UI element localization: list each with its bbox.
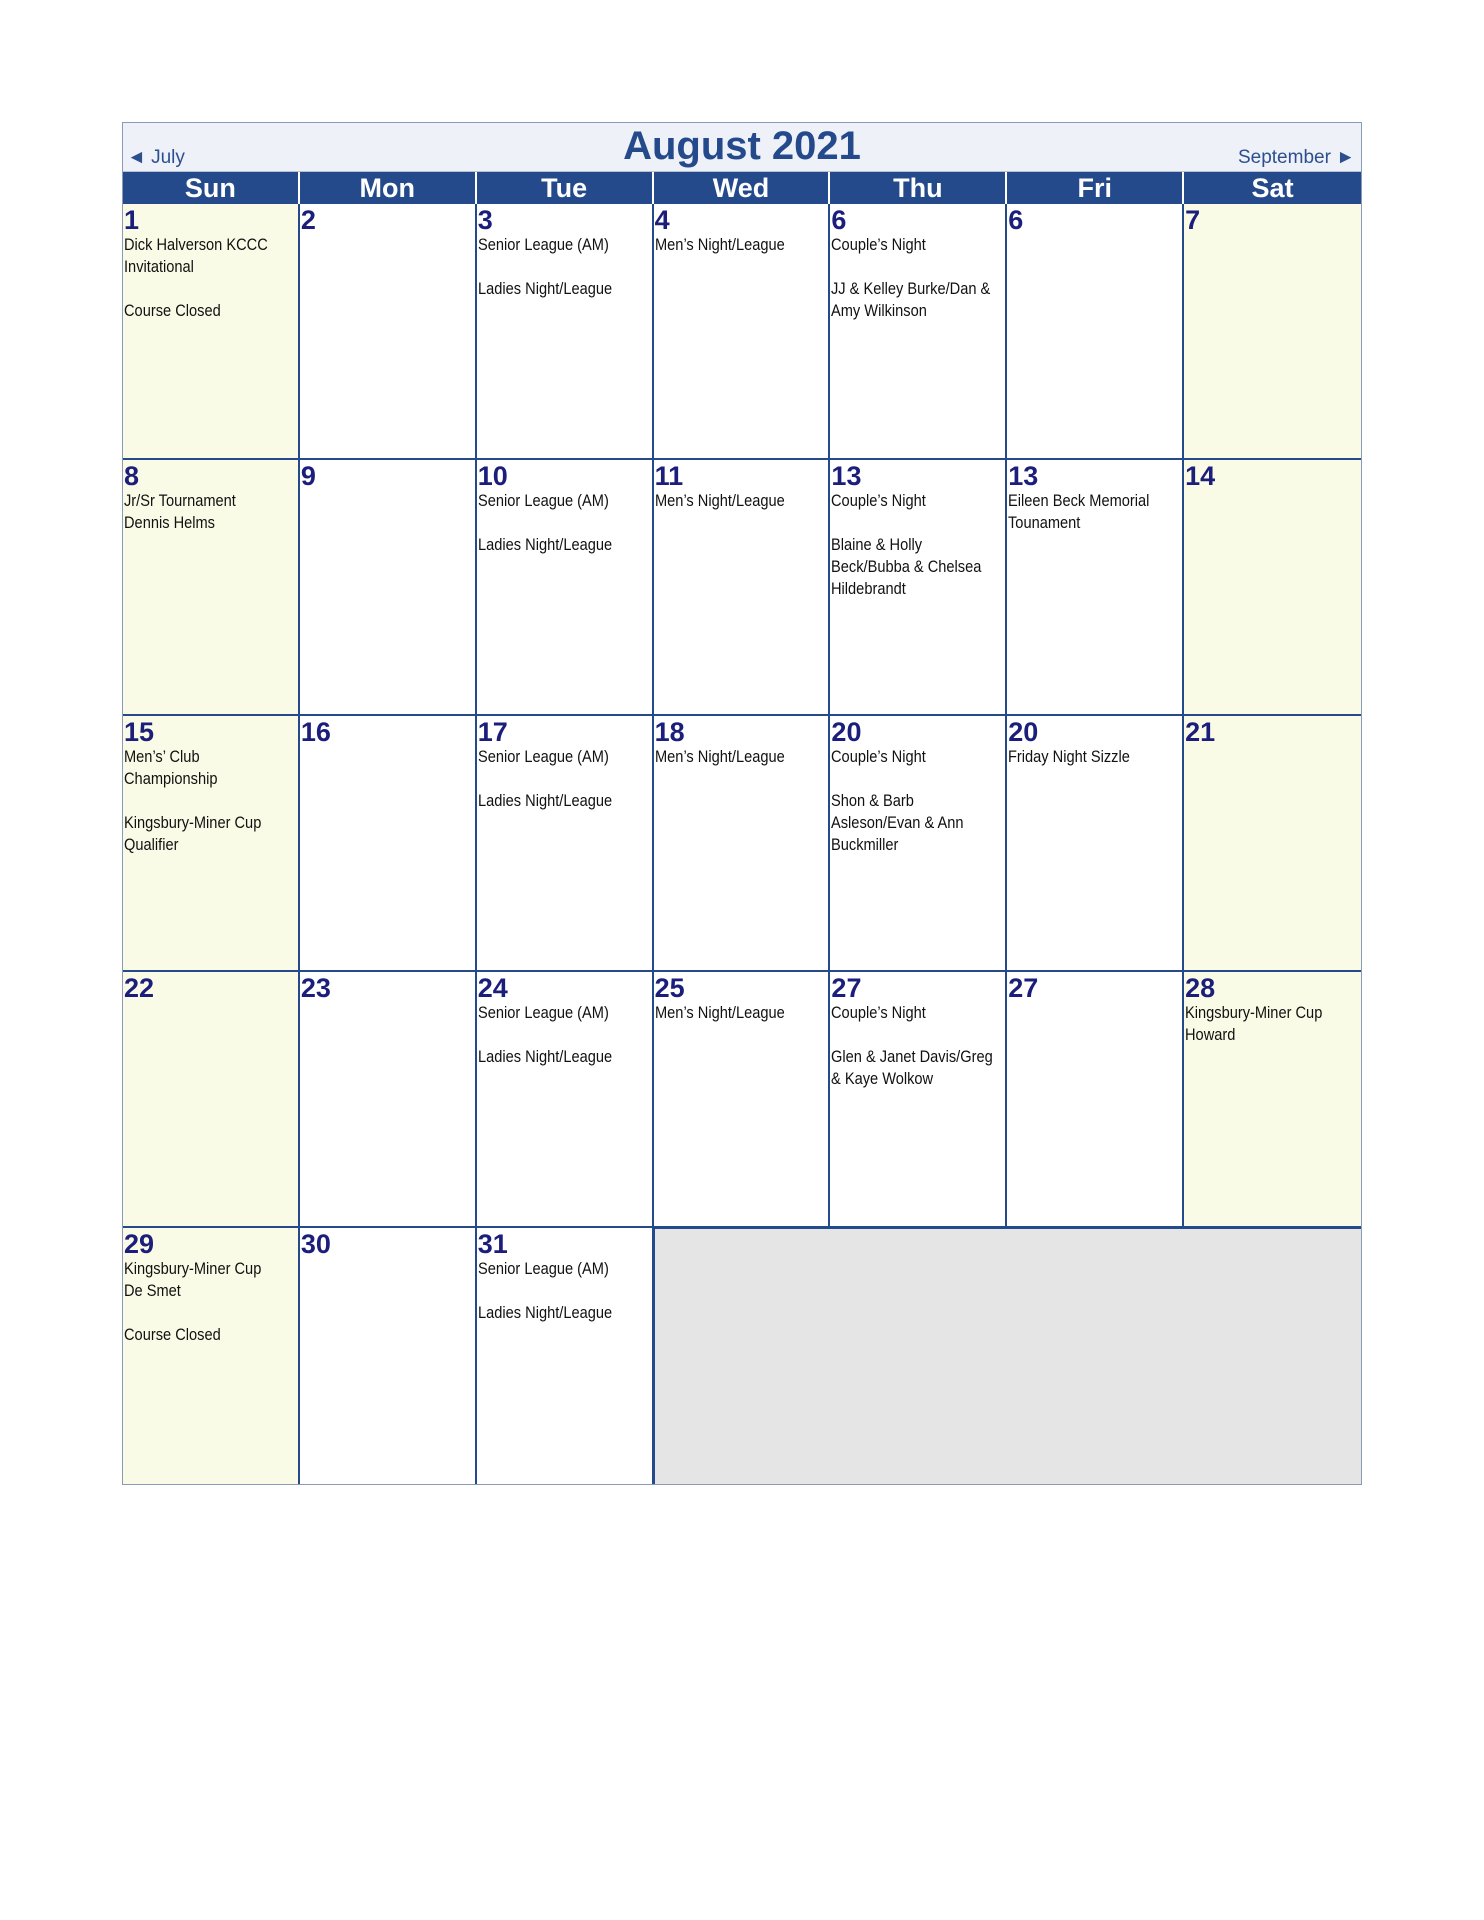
day-cell[interactable] — [1007, 460, 1184, 716]
event-item: De Smet — [124, 1281, 181, 1300]
weekday-mon: Mon — [300, 172, 477, 204]
day-number: 20 — [1008, 717, 1039, 747]
day-cell[interactable] — [1007, 972, 1184, 1228]
day-number: 6 — [831, 205, 847, 235]
day-cell[interactable] — [477, 716, 654, 972]
event-list — [1008, 490, 1180, 534]
day-number: 14 — [1185, 461, 1216, 491]
event-list — [478, 746, 650, 812]
day-grid — [123, 204, 1361, 1484]
day-number: 30 — [300, 1229, 331, 1259]
day-cell[interactable] — [654, 716, 831, 972]
day-cell[interactable] — [1184, 972, 1361, 1228]
day-number: 13 — [831, 461, 862, 491]
weekday-sun: Sun — [123, 172, 300, 204]
day-number: 13 — [1008, 461, 1039, 491]
event-item: Ladies Night/League — [477, 791, 612, 810]
event-list — [831, 746, 1003, 856]
event-item: Ladies Night/League — [477, 1047, 612, 1066]
day-cell[interactable] — [1007, 204, 1184, 460]
day-number: 21 — [1185, 717, 1216, 747]
day-cell[interactable] — [830, 460, 1007, 716]
month-title: August 2021 — [623, 124, 861, 168]
day-number: 24 — [477, 973, 508, 1003]
event-item: Senior League (AM) — [477, 1003, 609, 1022]
event-item: Kingsbury-Miner Cup — [124, 1259, 262, 1278]
day-number: 31 — [477, 1229, 508, 1259]
event-item: Men’s Night/League — [654, 1003, 785, 1022]
day-number: 16 — [300, 717, 331, 747]
calendar-header — [123, 123, 1361, 172]
event-item: Senior League (AM) — [477, 747, 609, 766]
event-spacer — [124, 790, 296, 812]
event-list — [124, 234, 296, 322]
day-number: 25 — [654, 973, 685, 1003]
day-cell[interactable] — [830, 972, 1007, 1228]
event-list — [1185, 1002, 1359, 1046]
event-item: Men’s Night/League — [654, 235, 785, 254]
event-item: JJ & Kelley Burke/Dan & Amy Wilkinson — [831, 279, 991, 320]
prev-month-link[interactable]: ◄ July — [127, 147, 185, 168]
day-cell[interactable] — [300, 460, 477, 716]
day-number: 27 — [831, 973, 862, 1003]
day-number: 1 — [124, 205, 140, 235]
event-spacer — [124, 278, 296, 300]
event-item: Friday Night Sizzle — [1008, 747, 1131, 766]
event-item: Couple’s Night — [831, 491, 927, 510]
event-item: Glen & Janet Davis/Greg & Kaye Wolkow — [831, 1047, 994, 1088]
event-list — [124, 490, 296, 534]
event-list — [478, 490, 650, 556]
event-item: Senior League (AM) — [477, 235, 609, 254]
day-number: 20 — [831, 717, 862, 747]
day-cell[interactable] — [830, 204, 1007, 460]
day-number: 15 — [124, 717, 155, 747]
weekday-thu: Thu — [830, 172, 1007, 204]
event-spacer — [831, 512, 1003, 534]
event-list — [124, 746, 296, 856]
event-item: Men’s’ Club Championship — [124, 747, 218, 788]
day-number: 6 — [1008, 205, 1024, 235]
day-cell[interactable] — [123, 972, 300, 1228]
day-cell[interactable] — [654, 460, 831, 716]
event-list — [478, 234, 650, 300]
day-cell[interactable] — [300, 972, 477, 1228]
event-list — [655, 490, 827, 512]
event-item: Dick Halverson KCCC Invitational — [124, 235, 268, 276]
day-cell[interactable] — [654, 204, 831, 460]
day-number: 22 — [124, 973, 155, 1003]
event-spacer — [831, 1024, 1003, 1046]
empty-days-area — [654, 1228, 1361, 1484]
event-item: Kingsbury-Miner Cup Qualifier — [124, 813, 262, 854]
weekday-tue: Tue — [477, 172, 654, 204]
event-item: Couple’s Night — [831, 747, 927, 766]
day-number: 23 — [300, 973, 331, 1003]
day-cell[interactable] — [300, 204, 477, 460]
event-item: Dennis Helms — [124, 513, 215, 532]
event-list — [831, 234, 1003, 322]
day-number: 3 — [477, 205, 493, 235]
event-list — [478, 1258, 650, 1324]
day-cell[interactable] — [123, 716, 300, 972]
event-spacer — [478, 256, 650, 278]
day-number: 17 — [477, 717, 508, 747]
day-cell[interactable] — [1184, 460, 1361, 716]
weekday-fri: Fri — [1007, 172, 1184, 204]
event-item: Senior League (AM) — [477, 491, 609, 510]
next-month-link[interactable]: September ► — [1237, 147, 1355, 168]
event-item: Blaine & Holly Beck/Bubba & Chelsea Hildebrandt — [831, 535, 982, 598]
event-list — [655, 234, 827, 256]
day-number: 18 — [654, 717, 685, 747]
day-number: 9 — [300, 461, 316, 491]
calendar — [122, 122, 1362, 1485]
day-number: 11 — [654, 461, 684, 491]
day-cell[interactable] — [123, 1228, 300, 1484]
event-spacer — [124, 1302, 296, 1324]
event-spacer — [478, 768, 650, 790]
day-cell[interactable] — [300, 716, 477, 972]
weekday-wed: Wed — [654, 172, 831, 204]
event-item: Shon & Barb Asleson/Evan & Ann Buckmiller — [831, 791, 964, 854]
day-cell[interactable] — [123, 460, 300, 716]
event-item: Ladies Night/League — [477, 535, 612, 554]
day-cell[interactable] — [1007, 716, 1184, 972]
event-item: Course Closed — [124, 1325, 221, 1344]
day-cell[interactable] — [1184, 204, 1361, 460]
event-item: Senior League (AM) — [477, 1259, 609, 1278]
event-list — [655, 746, 827, 768]
event-list — [831, 1002, 1003, 1090]
day-number: 7 — [1185, 205, 1201, 235]
event-spacer — [831, 256, 1003, 278]
weekday-header-row — [123, 172, 1361, 204]
day-number: 10 — [477, 461, 508, 491]
event-list — [831, 490, 1003, 600]
day-number: 4 — [654, 205, 670, 235]
day-cell[interactable] — [300, 1228, 477, 1484]
event-item: Eileen Beck Memorial Tounament — [1008, 491, 1150, 532]
weekday-sat: Sat — [1184, 172, 1361, 204]
day-cell[interactable] — [654, 972, 831, 1228]
day-cell[interactable] — [477, 460, 654, 716]
day-cell[interactable] — [123, 204, 300, 460]
event-list — [1008, 746, 1180, 768]
day-number: 8 — [124, 461, 140, 491]
day-cell[interactable] — [477, 972, 654, 1228]
event-list — [124, 1258, 296, 1346]
event-item: Men’s Night/League — [654, 747, 785, 766]
event-item: Couple’s Night — [831, 1003, 927, 1022]
day-cell[interactable] — [477, 204, 654, 460]
day-cell[interactable] — [1184, 716, 1361, 972]
event-spacer — [831, 768, 1003, 790]
event-item: Jr/Sr Tournament — [124, 491, 236, 510]
event-item: Kingsbury-Miner Cup — [1185, 1003, 1323, 1022]
event-item: Howard — [1185, 1025, 1236, 1044]
event-item: Ladies Night/League — [477, 1303, 612, 1322]
event-item: Men’s Night/League — [654, 491, 785, 510]
day-number: 27 — [1008, 973, 1039, 1003]
day-number: 2 — [300, 205, 316, 235]
event-spacer — [478, 1280, 650, 1302]
event-item: Couple’s Night — [831, 235, 927, 254]
event-spacer — [478, 1024, 650, 1046]
event-list — [478, 1002, 650, 1068]
event-list — [655, 1002, 827, 1024]
day-cell[interactable] — [477, 1228, 654, 1484]
event-item: Ladies Night/League — [477, 279, 612, 298]
day-number: 29 — [124, 1229, 155, 1259]
event-spacer — [478, 512, 650, 534]
day-cell[interactable] — [830, 716, 1007, 972]
event-item: Course Closed — [124, 301, 221, 320]
day-number: 28 — [1185, 973, 1216, 1003]
